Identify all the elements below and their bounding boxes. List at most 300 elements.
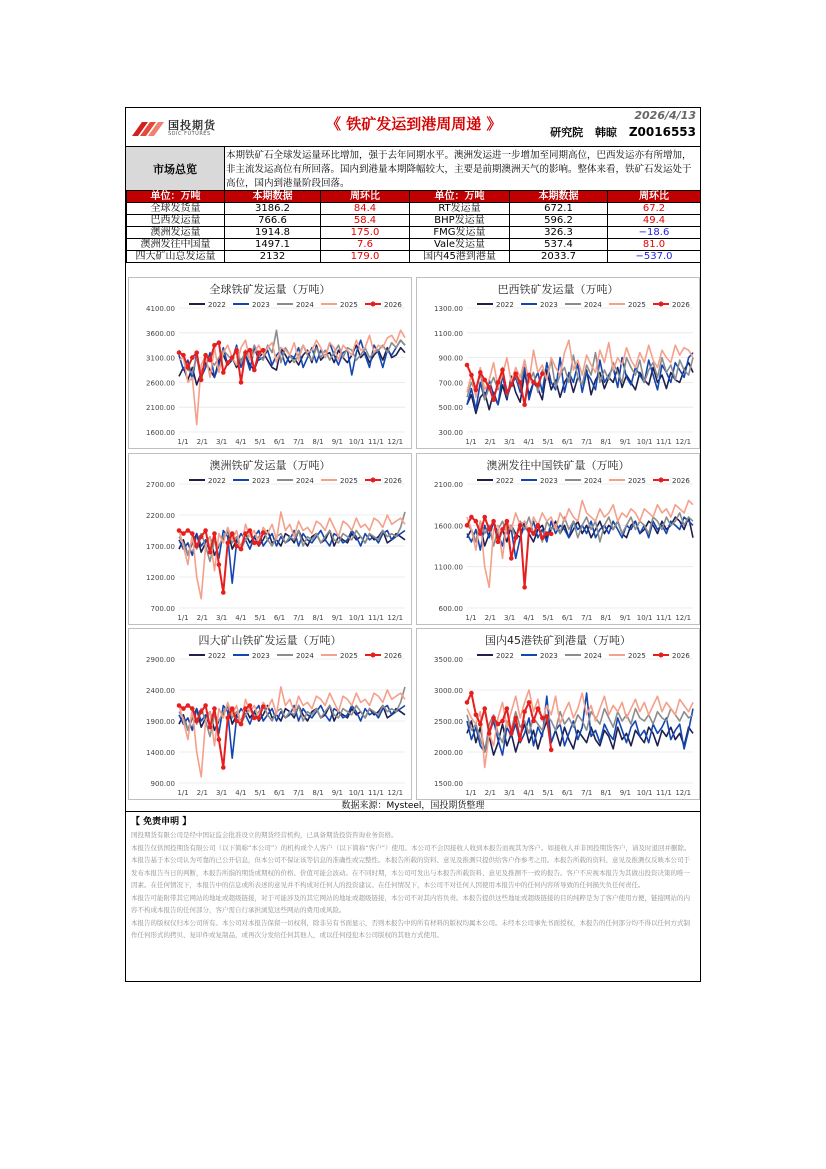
legend-label: 2024	[296, 652, 314, 660]
y-tick-label: 1600.00	[146, 429, 175, 437]
data-point	[536, 523, 541, 528]
y-tick-label: 700.00	[150, 605, 175, 613]
data-table	[126, 190, 701, 263]
chart-panel	[128, 628, 412, 800]
data-point	[203, 703, 208, 708]
report-sheet	[125, 107, 701, 982]
data-point	[527, 700, 532, 705]
data-point	[465, 523, 470, 528]
disclaimer-paragraph: 本报告基于本公司认为可靠的已公开信息，但本公司不保证该等信息的准确性或完整性。本报告所载的资料、意见及推测只提供给客户作参考之用。本报告所载的资料、意见及推测仅反映本公司于发布本报告当日的判断，本报告所指的期货或期权的价格、价值可能会波动。在不同时期，本公司可发出与本报告所载资料、意见及推测不一致的报告。客户不应视本报告为其做出投资决策的唯一因素。在任何情况下，本报告中的信息或所表述的意见并不构成对任何人的投资建议。在任何情况下，本公司不对任何人因使用本报告中的任何内容所导致的任何损失负任何责任。	[131, 856, 690, 889]
y-tick-label: 900.00	[438, 354, 463, 363]
row-value: 2132	[225, 251, 321, 263]
data-point	[217, 562, 222, 567]
x-tick-label: 4/1	[235, 614, 247, 622]
x-tick-label: 12/1	[387, 789, 404, 797]
row-change: 49.4	[608, 215, 701, 227]
x-tick-label: 10/1	[636, 789, 653, 797]
x-tick-label: 5/1	[254, 789, 266, 797]
row-value: 596.2	[510, 215, 608, 227]
data-point	[252, 541, 257, 546]
logo-text-cn: 国投期货	[168, 119, 216, 132]
x-tick-label: 2/1	[484, 438, 496, 446]
data-point	[190, 531, 195, 536]
data-point	[540, 371, 545, 376]
y-tick-label: 2600.00	[146, 379, 175, 388]
data-point	[465, 363, 470, 368]
row-label: RT发运量	[410, 203, 510, 215]
row-value: 326.3	[510, 227, 608, 239]
x-tick-label: 1/1	[177, 614, 189, 622]
data-point	[199, 534, 204, 539]
x-tick-label: 7/1	[581, 789, 593, 797]
chart-panel	[416, 453, 700, 625]
chart-title: 澳洲发往中国铁矿量（万吨）	[486, 459, 630, 472]
x-tick-label: 11/1	[656, 438, 672, 446]
row-change: 7.6	[321, 239, 410, 251]
legend-marker	[371, 302, 376, 307]
legend-label: 2022	[496, 477, 514, 485]
table-header-cell: 本期数据	[225, 191, 321, 203]
data-point	[194, 350, 199, 355]
x-tick-label: 8/1	[600, 614, 612, 622]
x-tick-label: 8/1	[600, 789, 612, 797]
x-tick-label: 11/1	[368, 614, 384, 622]
row-label: FMG发运量	[410, 227, 510, 239]
legend-label: 2022	[496, 301, 514, 309]
data-point	[225, 716, 230, 721]
y-tick-label: 2400.00	[146, 687, 175, 695]
legend-label: 2022	[496, 652, 514, 660]
legend-marker	[659, 478, 664, 483]
data-point	[491, 519, 496, 524]
x-tick-label: 7/1	[293, 614, 305, 622]
row-change: −18.6	[608, 227, 701, 239]
x-tick-label: 2/1	[196, 614, 208, 622]
data-point	[212, 706, 217, 711]
x-tick-label: 5/1	[542, 789, 554, 797]
data-point	[500, 527, 505, 532]
legend-label: 2023	[252, 477, 270, 485]
data-point	[203, 353, 208, 358]
data-point	[513, 535, 518, 540]
x-tick-label: 4/1	[523, 438, 535, 446]
table-row	[127, 251, 701, 263]
x-tick-label: 10/1	[348, 789, 365, 797]
y-tick-label: 500.00	[438, 404, 463, 413]
data-point	[203, 528, 208, 533]
x-tick-label: 2/1	[484, 789, 496, 797]
data-point	[478, 370, 483, 375]
data-point	[190, 355, 195, 360]
disclaimer-paragraph: 国投期货有限公司是经中国证监会批准设立的期货经营机构，已具备期货投资咨询业务资格。	[131, 831, 398, 839]
data-point	[261, 348, 266, 353]
author-name: 韩晾	[595, 126, 617, 139]
data-point	[491, 397, 496, 402]
row-label: 四大矿山总发运量	[127, 251, 225, 263]
x-tick-label: 11/1	[368, 438, 384, 446]
row-change: 179.0	[321, 251, 410, 263]
data-point	[465, 700, 470, 705]
row-value: 766.6	[225, 215, 321, 227]
data-point	[186, 703, 191, 708]
table-header-cell: 周环比	[608, 191, 701, 203]
legend-marker	[659, 302, 664, 307]
data-point	[225, 360, 230, 365]
x-tick-label: 5/1	[254, 438, 266, 446]
x-tick-label: 4/1	[523, 789, 535, 797]
disclaimer-body	[126, 829, 700, 942]
x-tick-label: 7/1	[293, 789, 305, 797]
data-point	[505, 390, 510, 395]
data-point	[234, 544, 239, 549]
data-point	[181, 531, 186, 536]
data-point	[217, 340, 222, 345]
y-tick-label: 4100.00	[146, 305, 175, 313]
legend-label: 2023	[540, 652, 558, 660]
x-tick-label: 1/1	[465, 614, 477, 622]
data-point	[190, 706, 195, 711]
legend-label: 2024	[584, 652, 602, 660]
x-tick-label: 3/1	[503, 614, 516, 622]
series-line-2025	[179, 687, 405, 777]
x-tick-label: 9/1	[331, 438, 343, 446]
data-point	[221, 370, 226, 375]
data-point	[248, 528, 253, 533]
x-tick-label: 9/1	[619, 789, 631, 797]
report-header	[126, 108, 700, 146]
legend-label: 2023	[540, 301, 558, 309]
data-point	[261, 704, 266, 709]
data-point	[522, 585, 527, 590]
y-tick-label: 2000.00	[434, 749, 463, 757]
legend-label: 2026	[672, 652, 690, 660]
y-tick-label: 600.00	[438, 605, 463, 613]
legend-label: 2025	[340, 652, 358, 660]
data-point	[531, 380, 536, 385]
x-tick-label: 11/1	[656, 614, 672, 622]
row-change: −537.0	[608, 251, 701, 263]
legend-label: 2024	[584, 301, 602, 309]
y-tick-label: 900.00	[150, 780, 175, 788]
logo-mark-icon	[132, 118, 166, 138]
data-point	[225, 541, 230, 546]
data-point	[487, 731, 492, 736]
y-tick-label: 3500.00	[434, 656, 463, 664]
chart-panel	[128, 453, 412, 625]
table-row	[127, 215, 701, 227]
data-point	[478, 722, 483, 727]
row-value: 537.4	[510, 239, 608, 251]
y-tick-label: 2700.00	[146, 481, 175, 489]
data-point	[177, 350, 182, 355]
data-point	[256, 350, 261, 355]
legend-label: 2023	[252, 652, 270, 660]
table-header-cell: 单位：万吨	[127, 191, 225, 203]
data-point	[496, 380, 501, 385]
data-point	[199, 709, 204, 714]
x-tick-label: 6/1	[273, 789, 286, 797]
row-change: 58.4	[321, 215, 410, 227]
data-point	[482, 378, 487, 383]
row-value: 672.1	[510, 203, 608, 215]
y-tick-label: 1600.00	[434, 522, 463, 531]
table-header-cell: 单位：万吨	[410, 191, 510, 203]
table-header-row	[127, 191, 701, 203]
table-row	[127, 227, 701, 239]
x-tick-label: 3/1	[503, 438, 516, 446]
data-point	[181, 706, 186, 711]
x-tick-label: 9/1	[331, 614, 343, 622]
x-tick-label: 12/1	[675, 438, 692, 446]
x-tick-label: 11/1	[656, 789, 672, 797]
x-tick-label: 3/1	[215, 438, 228, 446]
disclaimer-title: 【 免责申明 】	[131, 817, 192, 827]
x-tick-label: 6/1	[273, 438, 286, 446]
table-header-cell: 周环比	[321, 191, 410, 203]
data-point	[256, 541, 261, 546]
data-point	[248, 703, 253, 708]
data-point	[505, 519, 510, 524]
x-tick-label: 3/1	[503, 789, 516, 797]
x-tick-label: 6/1	[561, 614, 574, 622]
x-tick-label: 1/1	[465, 789, 477, 797]
x-tick-label: 8/1	[312, 789, 324, 797]
data-point	[474, 713, 479, 718]
series-line-2025	[179, 512, 405, 599]
data-point	[194, 719, 199, 724]
legend-label: 2026	[672, 301, 690, 309]
data-point	[243, 706, 248, 711]
data-point	[527, 527, 532, 532]
legend-label: 2023	[540, 477, 558, 485]
data-point	[243, 350, 248, 355]
y-tick-label: 2500.00	[434, 718, 463, 726]
data-point	[509, 383, 514, 388]
row-label: 国内45港到港量	[410, 251, 510, 263]
y-tick-label: 1900.00	[146, 718, 175, 726]
x-tick-label: 12/1	[387, 438, 404, 446]
data-point	[509, 731, 514, 736]
row-change: 84.4	[321, 203, 410, 215]
x-tick-label: 12/1	[675, 614, 692, 622]
row-change: 175.0	[321, 227, 410, 239]
data-point	[549, 532, 554, 537]
x-tick-label: 8/1	[312, 614, 324, 622]
y-tick-label: 1100.00	[434, 329, 463, 338]
data-point	[531, 719, 536, 724]
summary-label: 市场总览	[126, 147, 225, 191]
legend-label: 2026	[672, 477, 690, 485]
data-point	[500, 719, 505, 724]
data-point	[230, 531, 235, 536]
department: 研究院	[550, 126, 584, 139]
legend-label: 2025	[628, 477, 646, 485]
data-point	[496, 722, 501, 727]
x-tick-label: 1/1	[465, 438, 477, 446]
data-point	[474, 388, 479, 393]
x-tick-label: 10/1	[636, 614, 653, 622]
data-point	[518, 380, 523, 385]
legend-label: 2026	[384, 301, 402, 309]
data-point	[208, 358, 213, 363]
data-point	[177, 703, 182, 708]
data-point	[186, 528, 191, 533]
y-tick-label: 3100.00	[146, 354, 175, 363]
legend-label: 2026	[384, 477, 402, 485]
data-point	[239, 547, 244, 552]
chart-panel	[416, 628, 700, 800]
data-point	[522, 709, 527, 714]
data-point	[513, 716, 518, 721]
x-tick-label: 9/1	[331, 789, 343, 797]
data-point	[487, 527, 492, 532]
data-point	[217, 737, 222, 742]
row-value: 1914.8	[225, 227, 321, 239]
data-point	[261, 530, 266, 535]
chart-svg	[417, 454, 699, 624]
y-tick-label: 700.00	[438, 379, 463, 388]
y-tick-label: 2200.00	[146, 512, 175, 520]
chart-panel	[416, 277, 700, 449]
x-tick-label: 2/1	[196, 438, 208, 446]
data-point	[491, 716, 496, 721]
x-tick-label: 12/1	[675, 789, 692, 797]
data-point	[199, 378, 204, 383]
row-value: 3186.2	[225, 203, 321, 215]
data-point	[234, 348, 239, 353]
data-point	[482, 706, 487, 711]
table-row	[127, 239, 701, 251]
data-point	[536, 383, 541, 388]
legend-label: 2022	[208, 652, 226, 660]
legend-marker	[371, 478, 376, 483]
x-tick-label: 5/1	[542, 614, 554, 622]
data-point	[505, 706, 510, 711]
summary-text: 本期铁矿石全球发运量环比增加，强于去年同期水平。澳洲发运进一步增加至同期高位，巴西发运亦有所增加，非主流发运高位有所回落。国内到港量本期降幅较大，主要是前期澳洲天气的影响。整体来看，铁矿石发运处于高位，国内到港量阶段回落。	[226, 150, 692, 189]
x-tick-label: 7/1	[581, 438, 593, 446]
data-point	[212, 343, 217, 348]
row-value: 1497.1	[225, 239, 321, 251]
x-tick-label: 1/1	[177, 438, 189, 446]
data-point	[469, 515, 474, 520]
table-header-cell: 本期数据	[510, 191, 608, 203]
legend-marker	[371, 653, 376, 658]
legend-label: 2024	[584, 477, 602, 485]
data-point	[252, 716, 257, 721]
row-label: 全球发货量	[127, 203, 225, 215]
logo-text-en: SDIC FUTURES	[168, 131, 211, 137]
x-tick-label: 4/1	[235, 438, 247, 446]
market-summary	[126, 146, 700, 191]
y-tick-label: 2100.00	[434, 481, 463, 489]
y-tick-label: 2900.00	[146, 656, 175, 664]
x-tick-label: 2/1	[196, 789, 208, 797]
y-tick-label: 300.00	[438, 429, 463, 437]
license-code: Z0016553	[628, 125, 696, 139]
x-tick-label: 5/1	[542, 438, 554, 446]
row-change: 67.2	[608, 203, 701, 215]
data-point	[522, 402, 527, 407]
row-label: BHP发运量	[410, 215, 510, 227]
y-tick-label: 1500.00	[434, 780, 463, 788]
x-tick-label: 3/1	[215, 614, 228, 622]
data-point	[248, 348, 253, 353]
data-point	[544, 714, 549, 719]
data-point	[181, 353, 186, 358]
x-tick-label: 4/1	[235, 789, 247, 797]
y-tick-label: 1100.00	[434, 563, 463, 572]
legend-label: 2025	[628, 301, 646, 309]
x-tick-label: 11/1	[368, 789, 384, 797]
chart-title: 国内45港铁矿到港量（万吨）	[485, 634, 631, 647]
data-point	[509, 556, 514, 561]
chart-title: 澳洲铁矿发运量（万吨）	[209, 459, 331, 472]
x-tick-label: 2/1	[484, 614, 496, 622]
data-point	[469, 373, 474, 378]
legend-label: 2022	[208, 301, 226, 309]
x-tick-label: 7/1	[581, 614, 593, 622]
data-point	[221, 765, 226, 770]
data-point	[518, 523, 523, 528]
chart-title: 全球铁矿发运量（万吨）	[209, 283, 331, 296]
data-point	[549, 748, 554, 753]
data-point	[544, 531, 549, 536]
x-tick-label: 6/1	[561, 438, 574, 446]
data-point	[194, 544, 199, 549]
data-source: 数据来源：Mysteel，国投期货整理	[341, 801, 485, 811]
data-point	[540, 535, 545, 540]
data-point	[239, 380, 244, 385]
x-tick-label: 3/1	[215, 789, 228, 797]
data-point	[234, 719, 239, 724]
table-row	[127, 203, 701, 215]
x-tick-label: 6/1	[273, 614, 286, 622]
legend-label: 2026	[384, 652, 402, 660]
data-point	[230, 706, 235, 711]
data-point	[482, 515, 487, 520]
chart-title: 四大矿山铁矿发运量（万吨）	[198, 634, 342, 647]
x-tick-label: 9/1	[619, 614, 631, 622]
x-tick-label: 7/1	[293, 438, 305, 446]
legend-label: 2024	[296, 301, 314, 309]
data-point	[487, 385, 492, 390]
data-point	[208, 725, 213, 730]
x-tick-label: 10/1	[636, 438, 653, 446]
data-point	[221, 590, 226, 595]
data-point	[186, 365, 191, 370]
data-point	[536, 706, 541, 711]
row-label: 澳洲发往中国量	[127, 239, 225, 251]
data-point	[540, 716, 545, 721]
data-point	[513, 371, 518, 376]
legend-label: 2022	[208, 477, 226, 485]
row-change: 81.0	[608, 239, 701, 251]
data-point	[496, 540, 501, 545]
data-point	[243, 531, 248, 536]
chart-svg	[417, 629, 699, 799]
chart-svg	[129, 629, 411, 799]
row-value: 2033.7	[510, 251, 608, 263]
data-point	[531, 531, 536, 536]
chart-svg	[417, 278, 699, 448]
chart-svg	[129, 278, 411, 448]
data-point	[239, 722, 244, 727]
disclaimer-paragraph: 本报告的版权仅归本公司所有。本公司对本报告保留一切权利，除非另有书面显示，否则本报告中的所有材料的版权均属本公司。未经本公司事先书面授权，本报告的任何部分均不得以任何方式制作任何形式的拷贝、复印件或复制品，或再次分发给任何其他人，或以任何侵犯本公司版权的其他方式使用。	[131, 918, 690, 939]
y-tick-label: 3600.00	[146, 329, 175, 338]
x-tick-label: 9/1	[619, 438, 631, 446]
report-title: 《 铁矿发运到港周周递 》	[326, 115, 502, 133]
company-logo	[132, 116, 232, 140]
